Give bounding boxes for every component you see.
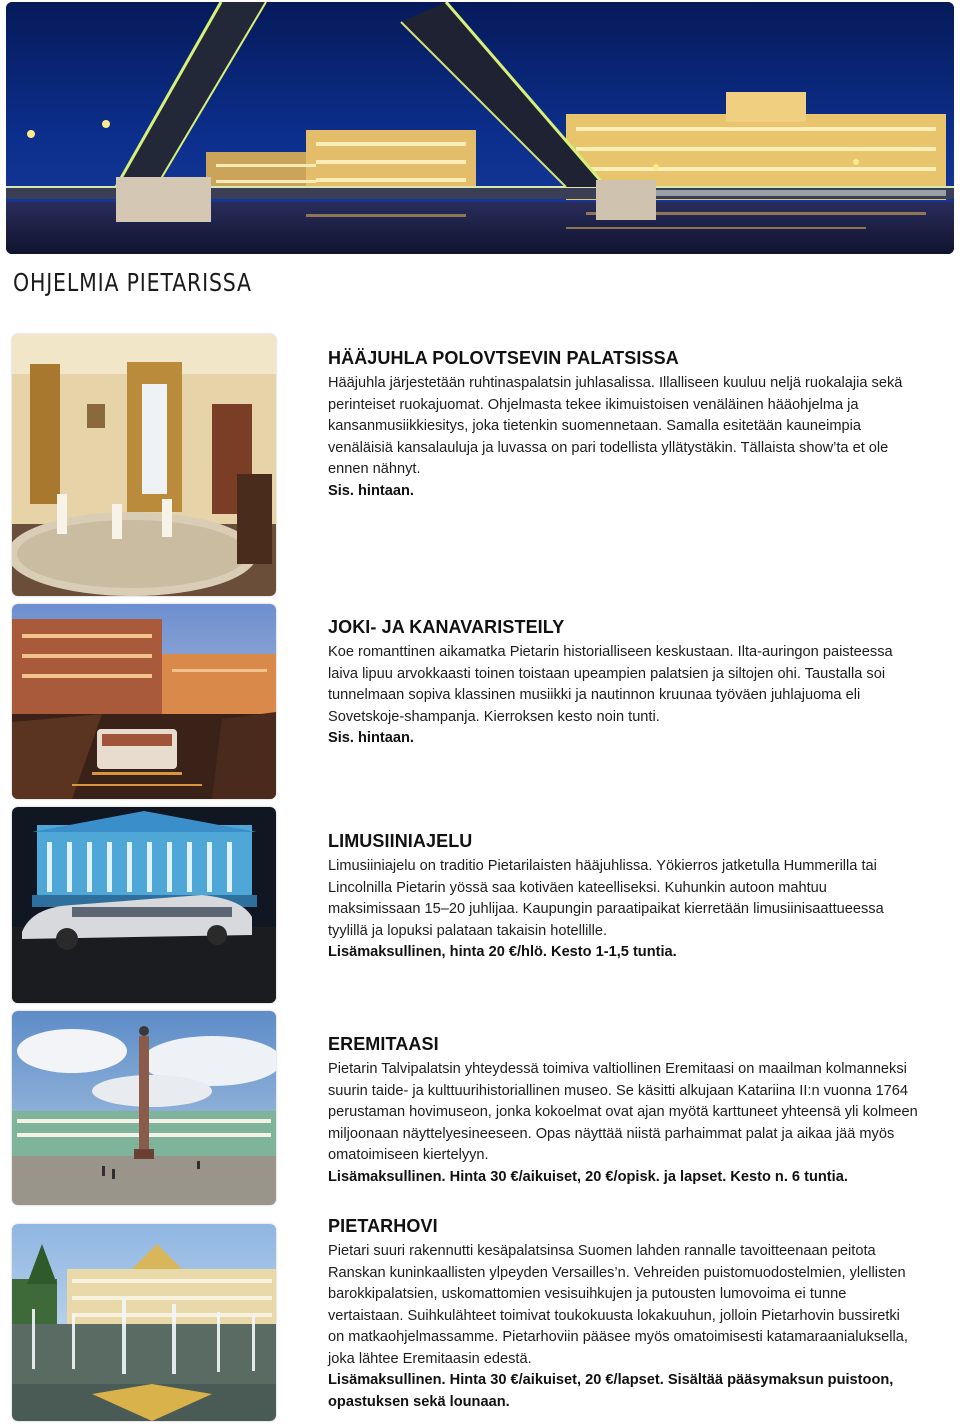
- section-note: Lisämaksullinen. Hinta 30 €/aikuiset, 20 €/opisk. ja lapset. Kesto n. 6 tuntia.: [328, 1168, 848, 1185]
- section-heading: EREMITAASI: [328, 1034, 439, 1054]
- section-body: Limusiiniajelu on traditio Pietarilaisten hääjuhlissa. Yökierros jatketulla Hummerilla tai Lincolnilla Pietarin yössä saa kotiväen kateelliseksi. Kuhunkin autoon mahtuu maksimissaan 15–20 juhlijaa. Kaupungin paraatipaikat kierretään limusiinisaattueessa tyylillä ja lopuksi palataan takaisin hotellille.: [328, 858, 884, 939]
- section-photo: [12, 1224, 276, 1421]
- section-note: Lisämaksullinen. Hinta 30 €/aikuiset, 20 €/lapset. Sisältää pääsymaksun puistoon, opastuksen sekä lounaan.: [328, 1372, 894, 1410]
- section-heading: JOKI- JA KANAVARISTEILY: [328, 617, 565, 637]
- section-photo: [12, 807, 276, 1003]
- section-body: Hääjuhla järjestetään ruhtinaspalatsin juhlasalissa. Illalliseen kuuluu neljä ruokalajia sekä perinteiset ruokajuomat. Ohjelmasta tekee ikimuistoisen venäläinen hääohjelma ja kansanmusiikkiesitys, joka tietenkin suomennetaan. Samalla esitetään kauneimpia venäläisiä kansalauluja ja luvassa on pari todellista yllätystäkin. Tällaista show’ta et ole ennen nähnyt.: [328, 375, 903, 477]
- canal-cruise-photo: [12, 604, 276, 799]
- section-text: [328, 617, 920, 750]
- section-text: [328, 348, 920, 502]
- section-heading: HÄÄJUHLA POLOVTSEVIN PALATSISSA: [328, 348, 679, 368]
- section-body: Pietarin Talvipalatsin yhteydessä toimiva valtiollinen Eremitaasi on maailman kolmanneksi suurin taide- ja kulttuurihistoriallinen museo. Se käsitti alkujaan Katariina II:n vuonna 1764 perustaman hovimuseon, jonka kokoelmat ovat ajan myötä karttuneet yhteensä yli kolmeen miljoonaan näyttelyesineeseen. Opas näyttää niistä parhaimmat palat ja aikaa jää myös omatoimiseen kiertelyyn.: [328, 1061, 918, 1163]
- section-photo: [12, 334, 276, 596]
- section-text: [328, 1216, 920, 1413]
- palace-square-photo: [12, 1011, 276, 1205]
- page-title: OHJELMIA PIETARISSA: [13, 268, 252, 297]
- section-note: Sis. hintaan.: [328, 730, 414, 746]
- section-photo: [12, 604, 276, 799]
- section-photo: [12, 1011, 276, 1205]
- section-text: [328, 1034, 920, 1188]
- peterhof-fountains-photo: [12, 1224, 276, 1421]
- drawbridge-night-photo: [6, 2, 954, 254]
- section-body: Koe romanttinen aikamatka Pietarin historialliseen keskustaan. Ilta-auringon paisteessa laiva lipuu arvokkaasti toinen toistaan upeampien palatsien ja siltojen ohi. Taustalla soi tunnelmaan sopiva klassinen musiikki ja nautinnon kruunaa työväen juhlajuoma eli Sovetskoje-shampanja. Kierroksen kesto noin tunti.: [328, 644, 893, 725]
- section-text: [328, 831, 920, 964]
- section-note: Lisämaksullinen, hinta 20 €/hlö. Kesto 1-1,5 tuntia.: [328, 944, 677, 960]
- limousine-photo: [12, 807, 276, 1003]
- section-heading: LIMUSIINIAJELU: [328, 831, 473, 851]
- hero-photo: [6, 2, 954, 254]
- section-heading: PIETARHOVI: [328, 1216, 438, 1236]
- banquet-hall-photo: [12, 334, 276, 596]
- section-note: Sis. hintaan.: [328, 482, 414, 499]
- section-body: Pietari suuri rakennutti kesäpalatsinsa Suomen lahden rannalle tavoitteenaan peitota Ranskan kuninkaallisten ylpeyden Versailles’n. Vehreiden puistomuodostelmien, ylellisten barokkipalatsien, uskomattomien vesisuihkujen ja putousten lumovoima ei tunne vertaistaan. Suihkulähteet toimivat toukokuusta lokakuuhun, jolloin Pietarhovin bussiretki on matkaohjelmassamme. Pietarhoviin pääsee myös omatoimisesti katamaraanialuksella, joka lähtee Eremitaasin edestä.: [328, 1243, 908, 1367]
